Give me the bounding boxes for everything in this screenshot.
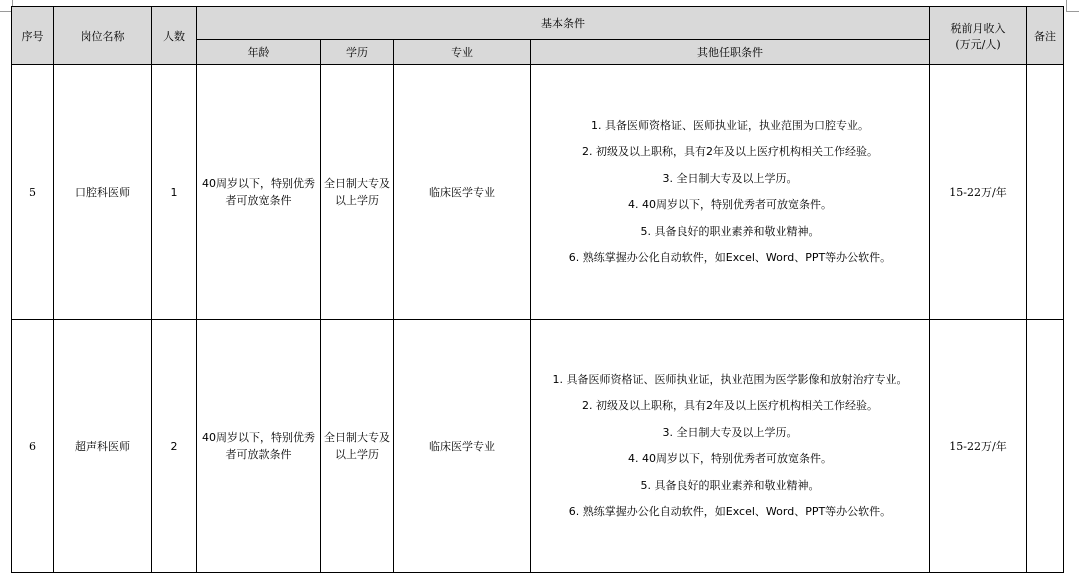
requirement-item: 1. 具备医师资格证、医师执业证，执业范围为口腔专业。 xyxy=(591,118,869,132)
header-count: 人数 xyxy=(152,7,197,65)
row-age: 40周岁以下，特别优秀者可放款条件 xyxy=(197,320,321,573)
row-income: 15-22万/年 xyxy=(930,320,1027,573)
header-income: 税前月收入 (万元/人) xyxy=(930,7,1027,65)
header-age: 年龄 xyxy=(197,40,321,65)
row-seq: 5 xyxy=(12,65,54,320)
recruitment-table xyxy=(11,6,1064,573)
row-major: 临床医学专业 xyxy=(394,320,531,573)
row-requirements xyxy=(531,65,930,320)
row-major: 临床医学专业 xyxy=(394,65,531,320)
row-income: 15-22万/年 xyxy=(930,65,1027,320)
table-row xyxy=(12,65,1064,320)
row-remark xyxy=(1027,65,1064,320)
row-education: 全日制大专及以上学历 xyxy=(321,320,394,573)
page-corner-mark-right xyxy=(1066,0,1079,12)
header-major: 专业 xyxy=(394,40,531,65)
row-remark xyxy=(1027,320,1064,573)
requirement-item: 1. 具备医师资格证、医师执业证，执业范围为医学影像和放射治疗专业。 xyxy=(552,372,908,386)
row-position: 超声科医师 xyxy=(54,320,152,573)
row-education: 全日制大专及以上学历 xyxy=(321,65,394,320)
row-count: 2 xyxy=(152,320,197,573)
row-position: 口腔科医师 xyxy=(54,65,152,320)
header-remark: 备注 xyxy=(1027,7,1064,65)
header-other-requirements: 其他任职条件 xyxy=(531,40,930,65)
requirement-item: 4. 40周岁以下，特别优秀者可放宽条件。 xyxy=(628,452,832,465)
requirement-item: 5. 具备良好的职业素养和敬业精神。 xyxy=(640,478,820,492)
requirement-item: 4. 40周岁以下，特别优秀者可放宽条件。 xyxy=(628,198,832,211)
header-education: 学历 xyxy=(321,40,394,65)
row-count: 1 xyxy=(152,65,197,320)
requirement-item: 2. 初级及以上职称，具有2年及以上医疗机构相关工作经验。 xyxy=(582,399,878,412)
requirement-item: 5. 具备良好的职业素养和敬业精神。 xyxy=(640,224,820,238)
row-requirements xyxy=(531,320,930,573)
requirement-item: 6. 熟练掌握办公化自动软件，如Excel、Word、PPT等办公软件。 xyxy=(568,251,892,264)
header-position: 岗位名称 xyxy=(54,7,152,65)
header-basic-conditions: 基本条件 xyxy=(197,7,930,40)
requirement-item: 2. 初级及以上职称，具有2年及以上医疗机构相关工作经验。 xyxy=(582,145,878,158)
table-row xyxy=(12,320,1064,573)
row-age: 40周岁以下，特别优秀者可放宽条件 xyxy=(197,65,321,320)
header-row-1 xyxy=(12,7,1064,40)
header-seq: 序号 xyxy=(12,7,54,65)
requirement-item: 3. 全日制大专及以上学历。 xyxy=(662,171,798,185)
requirement-item: 6. 熟练掌握办公化自动软件，如Excel、Word、PPT等办公软件。 xyxy=(568,505,892,518)
row-seq: 6 xyxy=(12,320,54,573)
requirement-item: 3. 全日制大专及以上学历。 xyxy=(662,425,798,439)
